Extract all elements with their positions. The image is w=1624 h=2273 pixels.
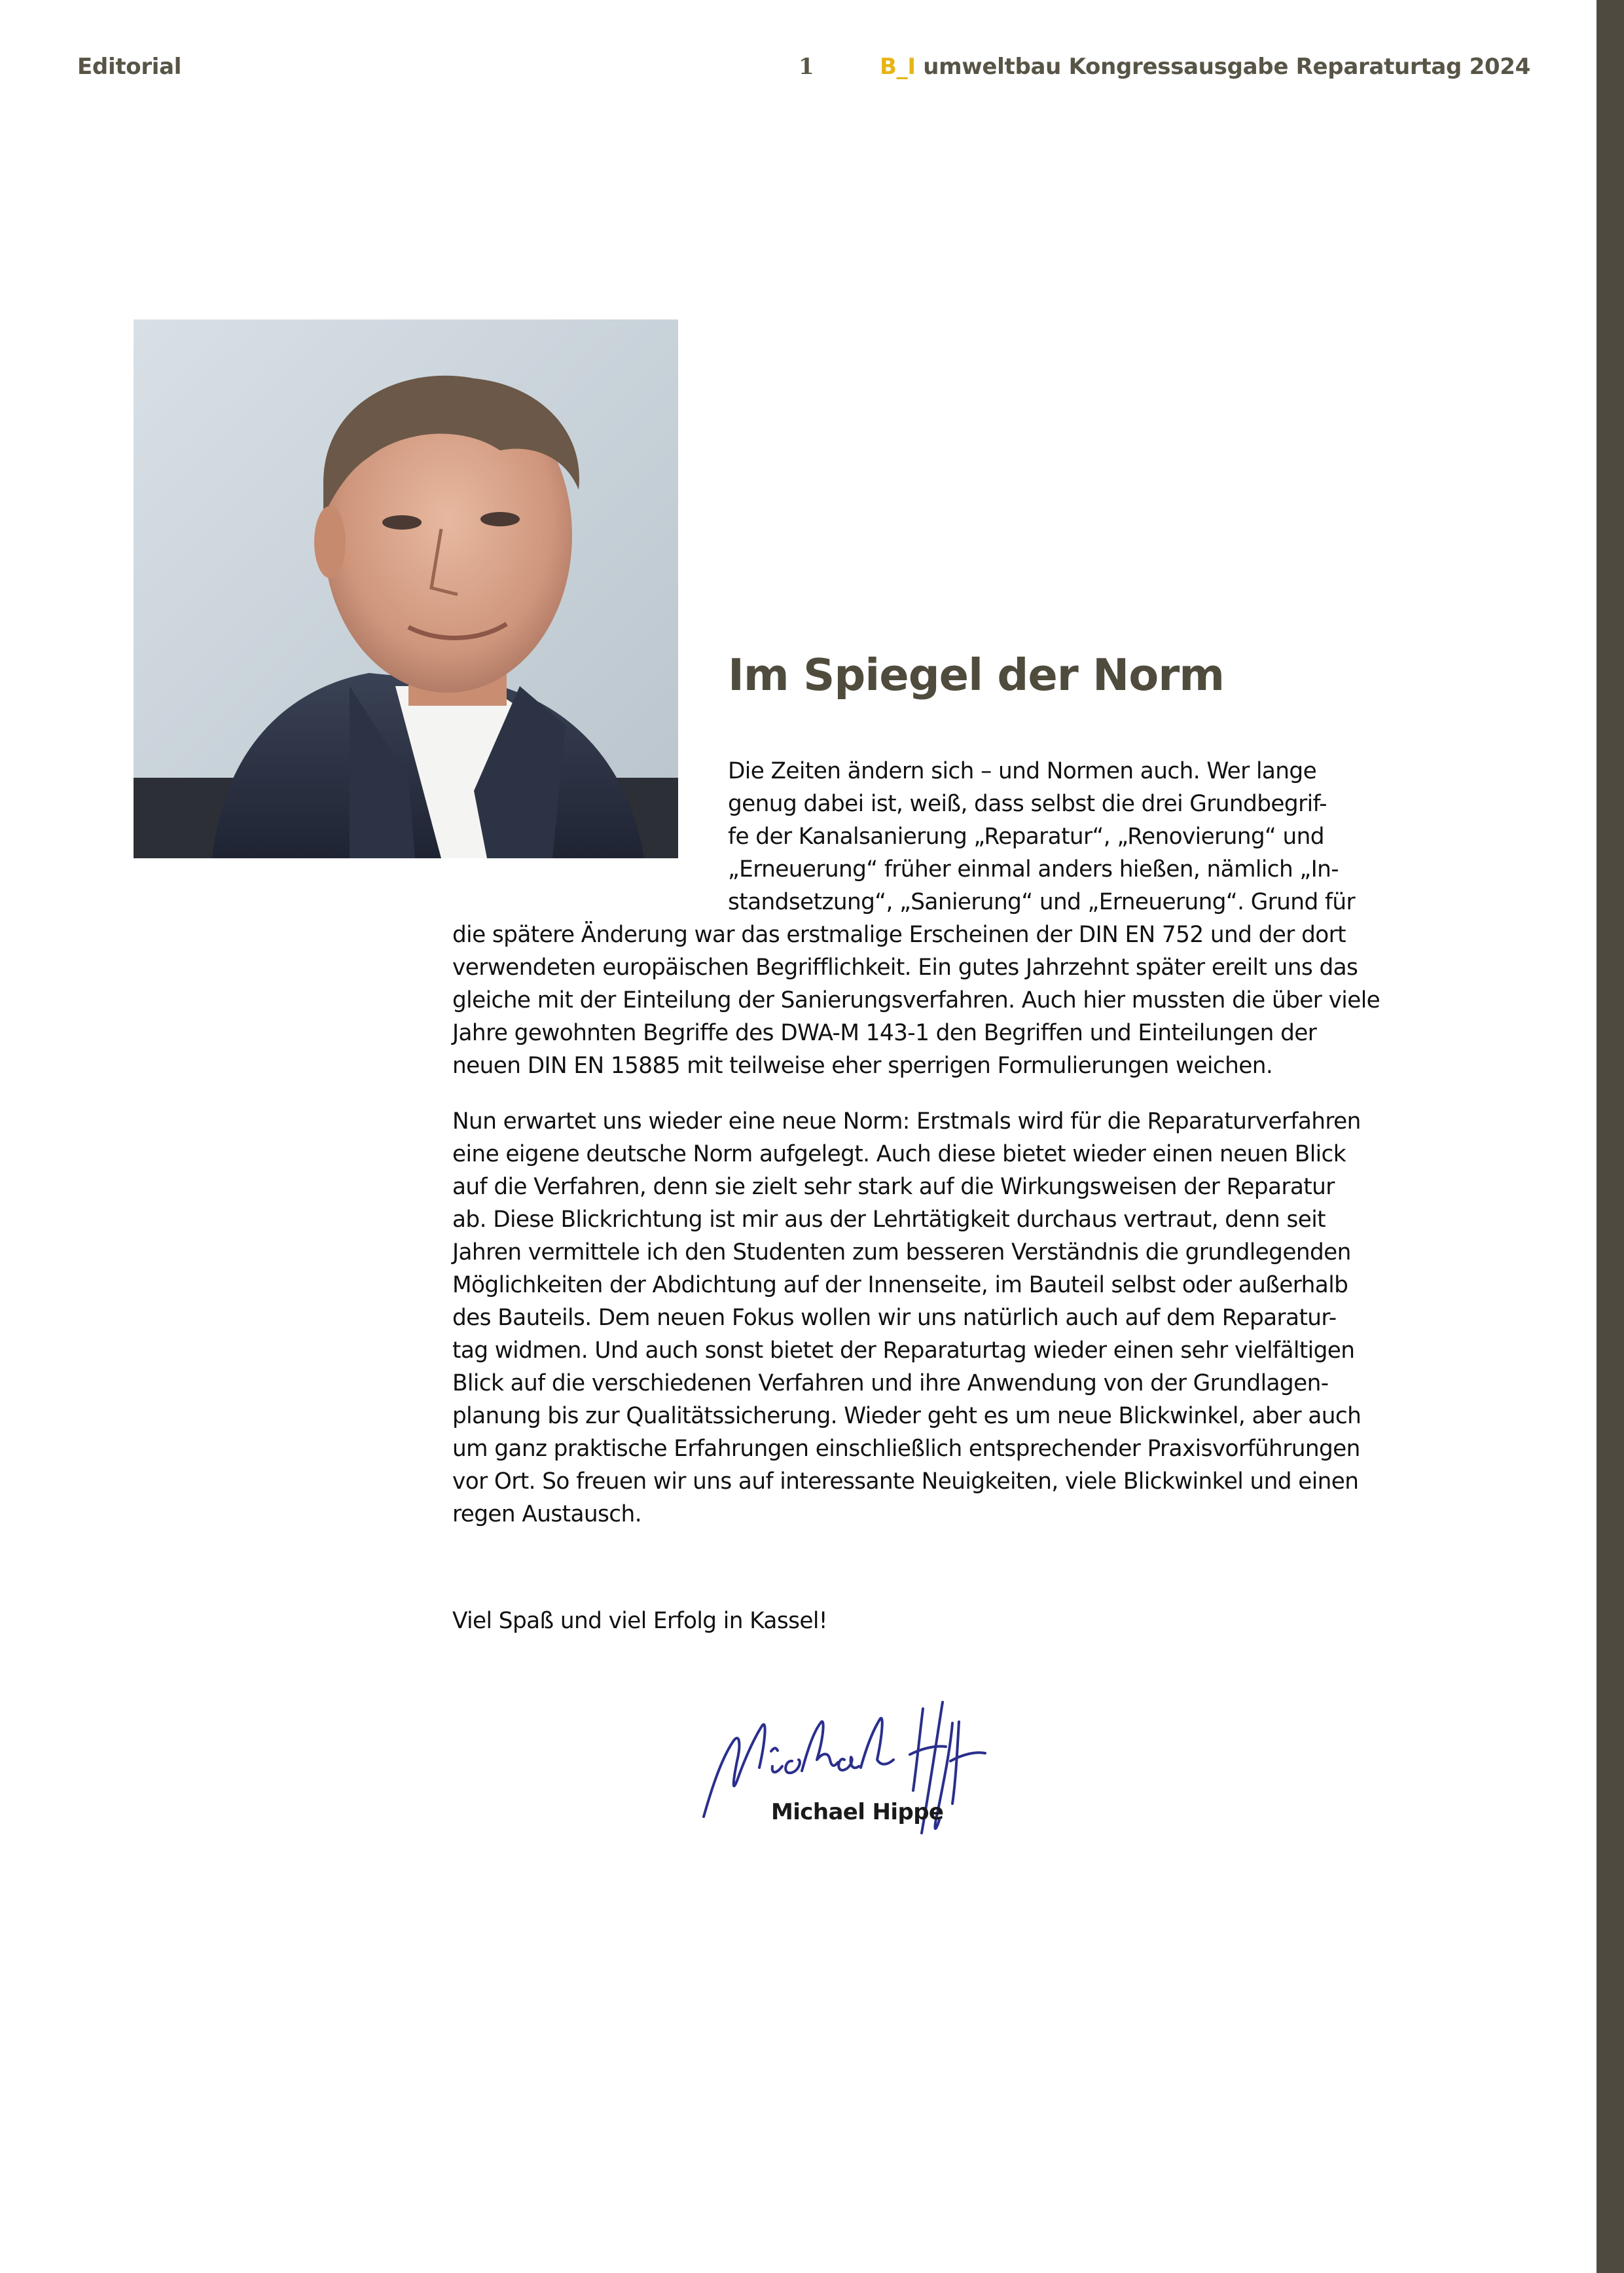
text-line: vor Ort. So freuen wir uns auf interessante Neuigkeiten, viele Blickwinkel und einen bbox=[452, 1468, 1359, 1495]
text-line: genug dabei ist, weiß, dass selbst die drei Grundbegrif- bbox=[728, 791, 1327, 817]
text-line: eine eigene deutsche Norm aufgelegt. Auch diese bietet wieder einen neuen Blick bbox=[452, 1141, 1346, 1167]
header-page-number: 1 bbox=[799, 54, 814, 80]
paragraph-2 bbox=[452, 1105, 1361, 1531]
paragraph-1-continued bbox=[452, 918, 1380, 1082]
author-portrait-photo bbox=[134, 319, 678, 858]
text-line: Blick auf die verschiedenen Verfahren und ihre Anwendung von der Grundlagen- bbox=[452, 1370, 1329, 1396]
publication-title: umweltbau Kongressausgabe Reparaturtag 2024 bbox=[923, 54, 1530, 80]
header-section-label: Editorial bbox=[77, 54, 182, 80]
text-line: neuen DIN EN 15885 mit teilweise eher sperrigen Formulierungen weichen. bbox=[452, 1053, 1273, 1079]
text-line: die spätere Änderung war das erstmalige Erscheinen der DIN EN 752 und der dort bbox=[452, 922, 1346, 948]
text-line: planung bis zur Qualitätssicherung. Wieder geht es um neue Blickwinkel, aber auch bbox=[452, 1403, 1362, 1429]
article-headline: Im Spiegel der Norm bbox=[728, 649, 1225, 700]
text-line: Jahre gewohnten Begriffe des DWA-M 143-1 den Begriffen und Einteilungen der bbox=[452, 1020, 1317, 1046]
text-line: Möglichkeiten der Abdichtung auf der Innenseite, im Bauteil selbst oder außerhalb bbox=[452, 1272, 1348, 1298]
text-line: Jahren vermittele ich den Studenten zum besseren Verständnis die grundlegenden bbox=[452, 1239, 1351, 1265]
paragraph-1-beside-photo bbox=[728, 755, 1355, 918]
text-line: um ganz praktische Erfahrungen einschließlich entsprechender Praxisvorführungen bbox=[452, 1436, 1360, 1462]
side-accent-bar bbox=[1597, 0, 1624, 2273]
text-line: „Erneuerung“ früher einmal anders hießen, nämlich „In- bbox=[728, 856, 1339, 882]
text-line: gleiche mit der Einteilung der Sanierungsverfahren. Auch hier mussten die über viele bbox=[452, 987, 1380, 1013]
text-line: verwendeten europäischen Begrifflichkeit. Ein gutes Jahrzehnt später ereilt uns das bbox=[452, 955, 1358, 981]
brand-mark: B_I bbox=[880, 54, 916, 80]
text-line: des Bauteils. Dem neuen Fokus wollen wir uns natürlich auch auf dem Reparatur- bbox=[452, 1305, 1337, 1331]
text-line: fe der Kanalsanierung „Reparatur“, „Renovierung“ und bbox=[728, 824, 1324, 850]
text-line: ab. Diese Blickrichtung ist mir aus der Lehrtätigkeit durchaus vertraut, denn seit bbox=[452, 1207, 1326, 1233]
text-line: auf die Verfahren, denn sie zielt sehr stark auf die Wirkungsweisen der Reparatur bbox=[452, 1174, 1335, 1200]
text-line: standsetzung“, „Sanierung“ und „Erneuerung“. Grund für bbox=[728, 889, 1356, 915]
text-line: Die Zeiten ändern sich – und Normen auch. Wer lange bbox=[728, 758, 1317, 784]
text-line: Nun erwartet uns wieder eine neue Norm: Erstmals wird für die Reparaturverfahren bbox=[452, 1108, 1361, 1135]
text-line: tag widmen. Und auch sonst bietet der Reparaturtag wieder einen sehr vielfältigen bbox=[452, 1337, 1355, 1364]
header-publication bbox=[880, 54, 1530, 80]
text-line: regen Austausch. bbox=[452, 1501, 641, 1527]
signature-name: Michael Hippe bbox=[771, 1799, 944, 1825]
closing-line: Viel Spaß und viel Erfolg in Kassel! bbox=[452, 1608, 827, 1634]
